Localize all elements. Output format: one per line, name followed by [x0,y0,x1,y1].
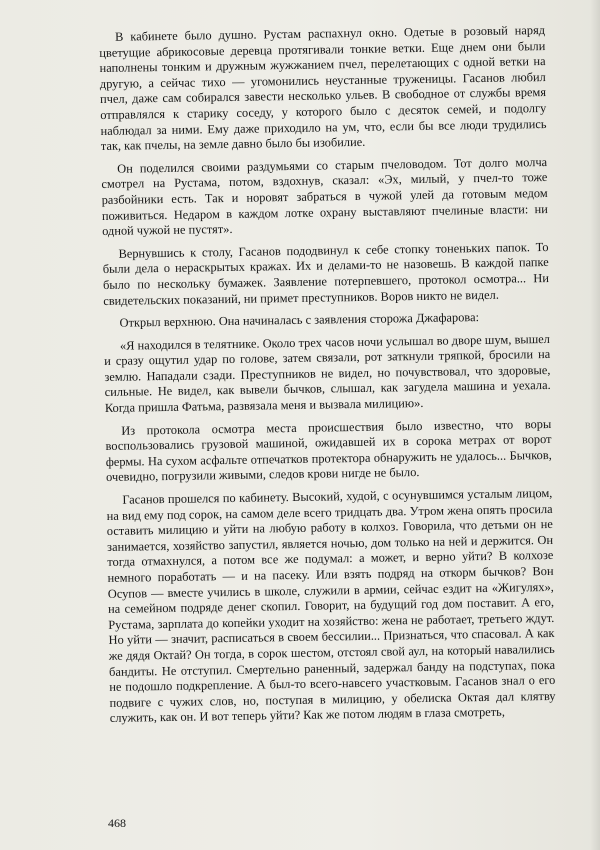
page-body [99,23,556,734]
paragraph-3: Вернувшись к столу, Гасанов пододвинул к себе стопку тоненьких папок. То были дела о нераскрытых кражах. Их и делами-то не назовешь. В каждой папке было по нескольку бумажек. Заявление потерпевшего, протокол осмотра... Ни свидетельских показаний, ни примет преступников. Воров никто не видел. [102,239,550,308]
page-edge-shadow [590,0,600,850]
paragraph-2: Он поделился своими раздумьями со старым пчеловодом. Тот долго молча смотрел на Рустама, потом, вздохнув, сказал: «Эх, милый, у пчел-то тоже разбойники есть. Так и норовят забраться в чужой улей да готовым медом поживиться. Недаром в каждом лотке охрану выставляют пчелиные власти: ни одной чужой не пустят». [101,154,548,239]
paragraph-6: Из протокола осмотра места происшествия было известно, что воры воспользовались грузовой машиной, ожидавшей их в сорока метрах от ворот фермы. На сухом асфальте отпечатков протектора обнаружить не удалось... Бычков, очевидно, погрузили живыми, следов крови нигде не было. [105,416,552,485]
paragraph-4: Открыл верхнюю. Она начиналась с заявления сторожа Джафарова: [119,310,480,330]
paragraph-5-quote: «Я находился в телятнике. Около трех часов ночи услышал во дворе шум, вышел и сразу ощутил удар по голове, затем связали, рот заткнули тряпкой, бросили на землю. Нападали сзади. Преступников не видел, но почувствовал, что здоровые, сильные. Не видел, как вывели бычков, слышал, как загудела машина и уехала. Когда пришла Фатьма, развязала меня и вызвала милицию». [104,331,551,416]
paragraph-1: В кабинете было душно. Рустам распахнул окно. Одетые в розовый наряд цветущие абрикосовые деревца протягивали тонкие ветки. Еще днем они были наполнены тонким и дружным жужжанием пчел, перелетающих с одной ветки на другую, а сейчас тихо — угомонились неустанные труженицы. Гасанов любил пчел, даже сам собирался завести несколько ульев. В свободное от службы время отправлялся к старику соседу, у которого было с десяток семей, и подолгу наблюдал за ними. Ему даже приходило на ум, что, если бы все люди трудились так, как пчелы, на земле давно было бы изобилие. [99,22,547,154]
paragraph-7: Гасанов прошелся по кабинету. Высокий, худой, с осунувшимся усталым лицом, на вид ему под сорок, на самом деле всего тридцать два. Утром жена опять просила оставить милицию и уйти на любую работу в колхоз. Говорила, что детьми он не занимается, хозяйство запустил, является ночью, дом только на ней и держится. Он тогда отмахнулся, а потом все же подумал: а может, и верно уйти? В колхозе немного поработать — и на пасеку. Или взять подряд на откорм бычков? Вон Осупов — вместе учились в школе, служили в армии, сейчас ездит на «Жигулях», на семейном подряде денег скопил. Говорит, на будущий год дом поставит. А его, Рустама, зарплата до копейки уходит на хозяйство: жена не работает, третьего ждут. Но уйти — значит, расписаться в своем бессилии... Признаться, что спасовал. А как же дядя Октай? Он тогда, в сорок шестом, отстоял свой аул, на который навалились бандиты. Не отступил. Смертельно раненный, задержал банду на подступах, пока не подошло подкрепление. А был-то всего-навсего участковым. Гасанов знал о его подвиге с чужих слов, но, поступая в милицию, у обелиска Октая дал клятву служить, как он. И вот теперь уйти? Как же потом людям в глаза смотреть, [106,485,556,726]
page-number: 468 [108,816,126,830]
